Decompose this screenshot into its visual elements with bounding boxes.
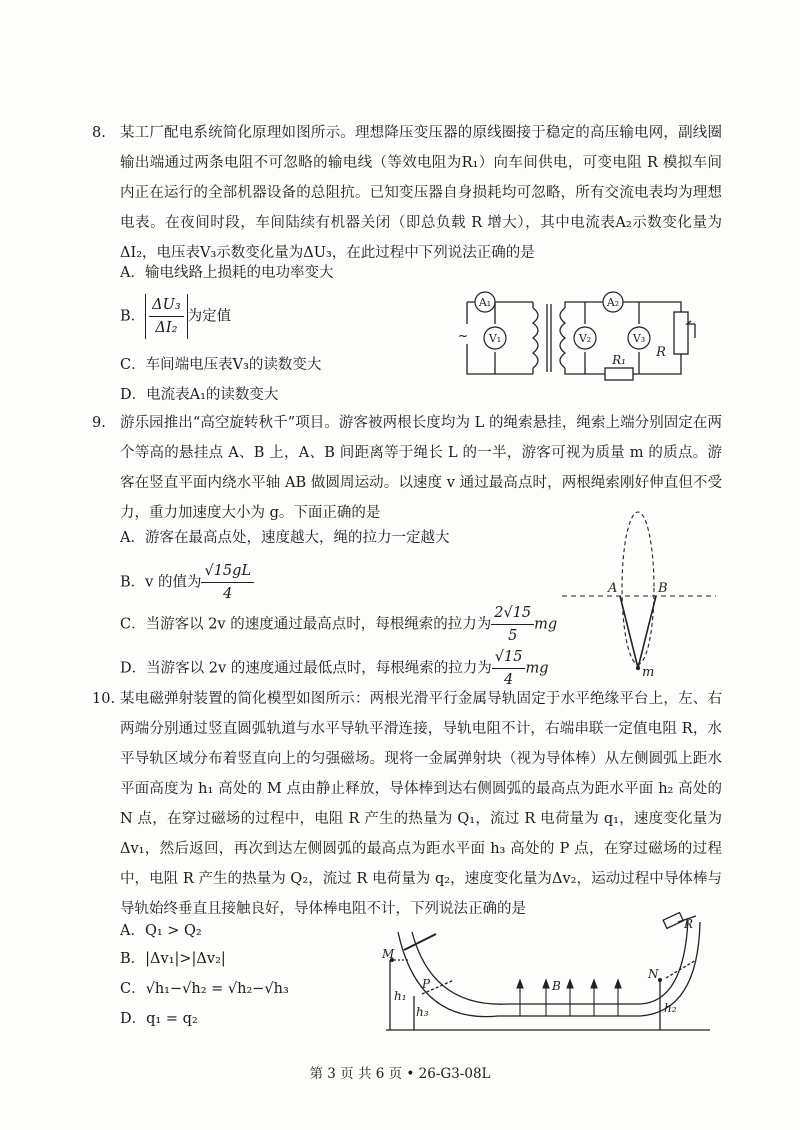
swing-diagram [560, 510, 720, 680]
option-text: B．v 的值为 [120, 574, 202, 591]
denominator: 5 [508, 628, 518, 644]
option-b [120, 294, 231, 339]
question-10 [92, 684, 722, 924]
denominator: ΔI₂ [155, 320, 178, 336]
option-d: D．电流表A₁的读数变大 [120, 387, 279, 403]
abs-value [145, 294, 188, 339]
label-v1: V₁ [488, 332, 502, 345]
denominator: 4 [504, 672, 514, 688]
label-v3: V₃ [632, 332, 646, 345]
option-c: C．√h₁−√h₂ = √h₂−√h₃ [120, 981, 289, 997]
label-h3: h₃ [416, 1005, 429, 1019]
fraction [201, 560, 254, 605]
numerator: √15gL [201, 560, 254, 583]
label-m: m [642, 665, 655, 680]
label-p-point: P [422, 977, 431, 991]
label-h2: h₂ [664, 1001, 677, 1015]
page-footer: 第 3 页 共 6 页 • 26-G3-08L [309, 1066, 491, 1082]
label-a1: A₁ [478, 296, 492, 309]
option-a: A．输电线路上损耗的电功率变大 [120, 265, 334, 281]
label-n-point: N [648, 967, 659, 981]
question-number: 10. [92, 691, 116, 707]
ac-source-icon: ~ [457, 329, 469, 344]
option-unit: mg [534, 616, 558, 633]
question-8 [92, 118, 722, 268]
fraction [149, 294, 184, 339]
numerator: 2√15 [491, 602, 534, 625]
label-h1: h₁ [394, 989, 407, 1003]
numerator: √15 [492, 646, 526, 669]
label-a2: A₂ [606, 296, 620, 309]
label-v2: V₂ [578, 332, 592, 345]
option-b: B．|Δv₁|>|Δv₂| [120, 951, 226, 967]
label-b-field: B [552, 979, 561, 993]
denominator: 4 [223, 586, 233, 602]
option-b [120, 560, 254, 605]
option-letter: B． [120, 308, 146, 325]
numerator: ΔU₃ [149, 294, 184, 317]
label-m-point: M [382, 947, 395, 961]
fraction [491, 602, 534, 647]
option-unit: mg [525, 660, 549, 677]
option-a: A．Q₁ > Q₂ [120, 923, 202, 939]
label-b: B [658, 581, 668, 596]
label-r-resistor: R [684, 917, 694, 931]
rail-gun-diagram [378, 912, 718, 1040]
option-text: C．当游客以 2v 的速度通过最高点时，每根绳索的拉力为 [120, 616, 492, 633]
label-r1: R₁ [612, 353, 626, 367]
question-stem: 某电磁弹射装置的简化模型如图所示：两根光滑平行金属导轨固定于水平绝缘平台上，左、右两端分别通过竖直圆弧轨道与水平导轨平滑连接，导轨电阻不计，右端串联一定值电阻 R，水平导轨区域分布着竖直向上的匀强磁场。现将一金属弹射块（视为导体棒）从左侧圆弧上距水平面高度为 h₁ 高处的 M 点由静止释放，导体棒到达右侧圆弧的最高点为距水平面 h₂ 高处的 N 点，在穿过磁场的过程中，电阻 R 产生的热量为 Q₁，流过 R 电荷量为 q₁，速度变化量为Δv₁，然后返回，再次到达左侧圆弧的最高点为距水平面 h₃ 高处的 P 点，在穿过磁场的过程中，电阻 R 产生的热量为 Q₂，流过 R 电荷量为 q₂，速度变化量为Δv₂，运动过程中导体棒与导轨始终垂直且接触良好，导体棒电阻不计，下列说法正确的是 [120, 691, 722, 917]
question-number: 9. [92, 415, 106, 431]
option-text: D．当游客以 2v 的速度通过最低点时，每根绳索的拉力为 [120, 660, 492, 677]
question-stem: 游乐园推出“高空旋转秋千”项目。游客被两根长度均为 L 的绳索悬挂，绳索上端分别固定在两个等高的悬挂点 A、B 上，A、B 间距离等于绳长 L 的一半，游客可视为质量 m 的质点。游客在竖直平面内绕水平轴 AB 做圆周运动。以速度 v 通过最高点时，两根绳索刚好伸直但不受力，重力加速度大小为 g。下面正确的是 [120, 415, 722, 521]
question-number: 8. [92, 125, 106, 141]
transformer-circuit-diagram [455, 288, 715, 384]
option-a: A．游客在最高点处，速度越大，绳的拉力一定越大 [120, 530, 450, 546]
option-d: D．q₁ = q₂ [120, 1011, 198, 1027]
option-tail: 为定值 [187, 308, 232, 325]
label-r: R [656, 345, 666, 360]
label-a: A [608, 581, 618, 596]
question-stem: 某工厂配电系统简化原理如图所示。理想降压变压器的原线圈接于稳定的高压输电网，副线圈输出端通过两条电阻不可忽略的输电线（等效电阻为R₁）向车间供电，可变电阻 R 模拟车间内正在运行的全部机器设备的总阻抗。已知变压器自身损耗均可忽略，所有交流电表均为理想电表。在夜间时段，车间陆续有机器关闭（即总负载 R 增大），其中电流表A₂示数变化量为ΔI₂，电压表V₃示数变化量为ΔU₃，在此过程中下列说法正确的是 [120, 125, 722, 261]
option-c [120, 602, 557, 647]
option-c: C．车间端电压表V₃的读数变大 [120, 357, 322, 373]
